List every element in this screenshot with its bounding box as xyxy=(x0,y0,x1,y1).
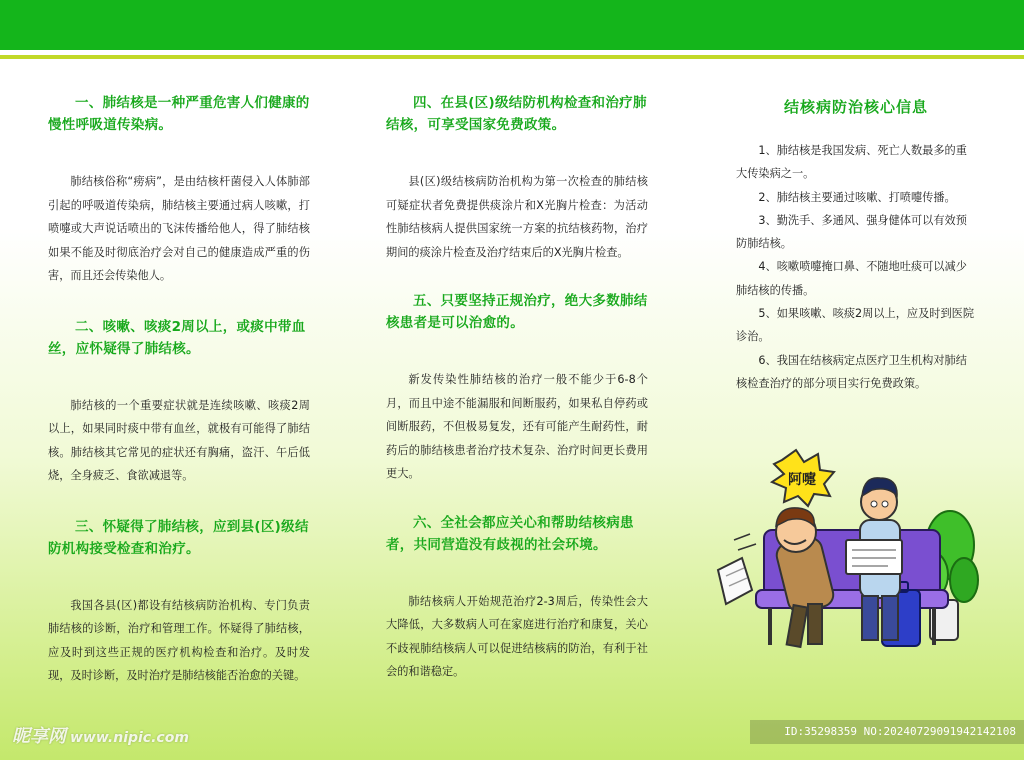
header-band xyxy=(0,0,1024,50)
section-3-heading: 三、怀疑得了肺结核，应到县(区)级结防机构接受检查和治疗。 xyxy=(48,518,309,557)
core-info-item-1: 1、肺结核是我国发病、死亡人数最多的重大传染病之一。 xyxy=(736,144,967,181)
section-6-body: 肺结核病人开始规范治疗2-3周后，传染性会大大降低，大多数病人可在家庭进行治疗和康复，关心不歧视肺结核病人可以促进结核病的防治，有利于社会的和谐稳定。 xyxy=(386,594,648,678)
section-1-heading: 一、肺结核是一种严重危害人们健康的慢性呼吸道传染病。 xyxy=(48,95,310,133)
left-column xyxy=(48,92,310,688)
section-6-heading: 六、全社会都应关心和帮助结核病患者，共同营造没有歧视的社会环境。 xyxy=(386,514,634,553)
image-id-bar: ID:35298359 NO:20240729091942142108 xyxy=(750,720,1024,744)
section-2-body: 肺结核的一个重要症状就是连续咳嗽、咳痰2周以上，如果同时痰中带有血丝，就极有可能得了肺结核。肺结核其它常见的症状还有胸痛，盗汗、午后低烧，全身疲乏、食欲减退等。 xyxy=(48,398,310,482)
sneeze-text: 阿嚏 xyxy=(788,472,816,488)
right-column xyxy=(736,92,976,395)
section-4-heading: 四、在县(区)级结防机构检查和治疗肺结核，可享受国家免费政策。 xyxy=(386,95,647,133)
section-5-body: 新发传染性肺结核的治疗一般不能少于6-8个月，而且中途不能漏服和间断服药，如果私自停药或间断服药，不但极易复发，还有可能产生耐药性，耐药后的肺结核患者治疗技术复杂、治疗时间更长费用更大。 xyxy=(386,373,648,480)
section-3-body: 我国各县(区)都设有结核病防治机构、专门负责肺结核的诊断，治疗和管理工作。怀疑得了肺结核，应及时到这些正规的医疗机构检查和治疗。及时发现，及时诊断，及时治疗是肺结核能否治愈的关键。 xyxy=(48,598,310,682)
core-info-item-5: 5、如果咳嗽、咳痰2周以上，应及时到医院诊治。 xyxy=(736,307,975,344)
header-accent-line xyxy=(0,55,1024,59)
middle-column xyxy=(386,92,648,684)
core-info-item-3: 3、勤洗手、多通风、强身健体可以有效预防肺结核。 xyxy=(736,213,967,251)
sneezing-man-icon xyxy=(774,508,836,647)
section-2-heading: 二、咳嗽、咳痰2周以上，或痰中带血丝，应怀疑得了肺结核。 xyxy=(48,318,306,357)
core-info-item-6: 6、我国在结核病定点医疗卫生机构对肺结核检查治疗的部分项目实行免费政策。 xyxy=(736,353,967,390)
sneeze-burst-icon xyxy=(772,450,834,506)
section-1-body: 肺结核俗称“痨病”，是由结核杆菌侵入人体肺部引起的呼吸道传染病，肺结核主要通过病人咳嗽，打喷嚏或大声说话喷出的飞沫传播给他人，得了肺结核如果不能及时彻底治疗会对自己的健康造成严重的伤害，而且还会传染他人。 xyxy=(48,175,310,282)
sneezing-cartoon-illustration xyxy=(712,440,982,670)
section-4-body: 县(区)级结核病防治机构为第一次检查的肺结核可疑症状者免费提供痰涂片和X光胸片检查：为活动性肺结核病人提供国家统一方案的抗结核药物，治疗期间的痰涂片检查及治疗结束后的X光胸片检查。 xyxy=(386,175,648,259)
watermark-logo-text: 昵享网 xyxy=(12,726,66,747)
watermark-logo xyxy=(12,722,189,748)
core-info-item-4: 4、咳嗽喷嚏掩口鼻、不随地吐痰可以减少肺结核的传播。 xyxy=(736,260,967,297)
section-5-heading: 五、只要坚持正规治疗，绝大多数肺结核患者是可以治愈的。 xyxy=(386,293,648,331)
core-info-item-2: 2、肺结核主要通过咳嗽、打喷嚏传播。 xyxy=(758,190,956,204)
reading-man-icon xyxy=(846,478,902,640)
core-info-list xyxy=(736,139,976,395)
flying-newspaper-icon xyxy=(718,534,756,604)
watermark-site: www.nipic.com xyxy=(70,730,189,746)
core-info-title: 结核病防治核心信息 xyxy=(783,98,928,116)
